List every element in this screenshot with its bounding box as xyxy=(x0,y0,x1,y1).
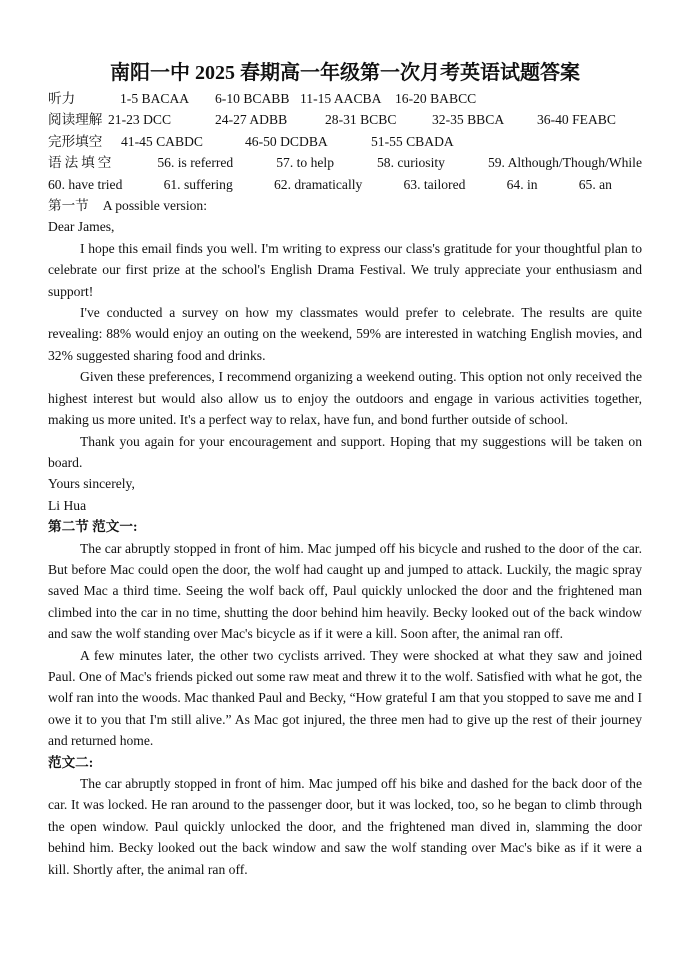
letter-closing: Yours sincerely, xyxy=(48,476,135,492)
grammar-answers-line1 xyxy=(48,152,642,173)
grammar-label: 语法填空 xyxy=(48,155,115,171)
reading-label: 阅读理解 xyxy=(48,112,103,128)
answer-group: 36-40 FEABC xyxy=(537,112,616,128)
reading-answers xyxy=(48,109,642,130)
answer-item: 65. an xyxy=(578,176,612,192)
answer-group: 41-45 CABDC xyxy=(121,133,203,149)
answer-document xyxy=(48,60,642,880)
answer-group: 46-50 DCDBA xyxy=(245,133,328,149)
answer-item: 57. to help xyxy=(276,155,334,171)
answer-item: 60. have tried xyxy=(48,176,123,192)
letter-paragraph: Given these preferences, I recommend organizing a weekend outing. This option not only received the highest interest but would also allow us to enjoy the outdoors and engage in various activities together, making us more united. It's a perfect way to relax, have fun, and bond further outside of school. xyxy=(48,369,642,428)
section1-header xyxy=(48,195,642,216)
letter-paragraph: I've conducted a survey on how my classmates would prefer to celebrate. The results are quite revealing: 88% would enjoy an outing on the weekend, 59% are interested in watching English movies, and 32% suggested sharing food and drinks. xyxy=(48,305,642,363)
listening-label: 听力 xyxy=(48,91,76,106)
answer-group: 51-55 CBADA xyxy=(371,133,454,149)
answer-group: 21-23 DCC xyxy=(108,112,172,128)
section1-label: 第一节 xyxy=(48,198,89,214)
sample-paragraph: The car abruptly stopped in front of him. Mac jumped off his bike and dashed for the back door of the car. It was locked. He ran around to the passenger door, but it was locked, too, so he began to climb through the open window. Paul quickly unlocked the door, and the frightened man dived in, slamming the door behind him. Becky looked out the back window and saw the wolf standing over Mac's bike as if it were a kill. Shortly after, the animal ran off. xyxy=(48,776,642,877)
answer-item: 58. curiosity xyxy=(376,155,445,171)
answer-group: 24-27 ADBB xyxy=(215,112,288,128)
answer-item: 59. Although/Though/While xyxy=(487,155,642,171)
answer-item: 56. is referred xyxy=(157,155,234,171)
answer-group: 32-35 BBCA xyxy=(432,112,505,128)
sample-paragraph: The car abruptly stopped in front of him. Mac jumped off his bicycle and rushed to the door of the car. But before Mac could open the door, the wolf had caught up and jumped to attack. Luckily, the magic spray saved Mac a third time. Seeing the wolf back off, Paul quickly unlocked the door and the frightened man climbed into the car in no time, shutting the door behind him heavily. Becky looked out of the back window and saw the wolf standing over Mac's bicycle as if it were a kill. Soon after, the animal ran off. xyxy=(48,540,642,642)
sample-paragraph: A few minutes later, the other two cyclists arrived. They were shocked at what they saw and joined Paul. One of Mac's friends picked out some raw meat and threw it to the wolf. Satisfied with what he got, the wolf ran into the woods. Mac thanked Paul and Becky, “How grateful I am that you stopped to save me and I owe it to you that I'm still alive.” As Mac got injured, the three men had to give up the rest of their journey and returned home. xyxy=(48,647,642,749)
answer-group: 1-5 BACAA xyxy=(120,91,190,106)
answer-group: 6-10 BCABB xyxy=(215,91,290,106)
answer-item: 61. suffering xyxy=(163,176,233,192)
section1-intro: A possible version: xyxy=(102,198,207,214)
answer-group: 28-31 BCBC xyxy=(325,112,397,128)
document-title: 南阳一中 2025 春期高一年级第一次月考英语试题答案 xyxy=(110,62,580,84)
cloze-answers xyxy=(48,131,642,152)
section2-label: 第二节 范文一: xyxy=(48,519,138,535)
grammar-answers-line2 xyxy=(48,174,642,195)
listening-answers xyxy=(48,88,642,109)
answer-item: 63. tailored xyxy=(403,176,466,192)
letter-paragraph: I hope this email finds you well. I'm writing to express our class's gratitude for your thoughtful plan to celebrate our first prize at the school's English Drama Festival. We truly appreciate your enthusiasm and support! xyxy=(48,240,642,299)
letter-signature: Li Hua xyxy=(48,497,87,513)
cloze-label: 完形填空 xyxy=(48,133,103,149)
letter-paragraph: Thank you again for your encouragement and support. Hoping that my suggestions will be taken on board. xyxy=(48,433,642,470)
answer-group: 16-20 BABCC xyxy=(395,91,477,106)
answer-item: 62. dramatically xyxy=(273,176,363,192)
answer-item: 64. in xyxy=(506,176,538,192)
answer-group: 11-15 AACBA xyxy=(300,91,382,106)
letter-greeting: Dear James, xyxy=(48,219,115,235)
sample2-label: 范文二: xyxy=(48,754,94,770)
